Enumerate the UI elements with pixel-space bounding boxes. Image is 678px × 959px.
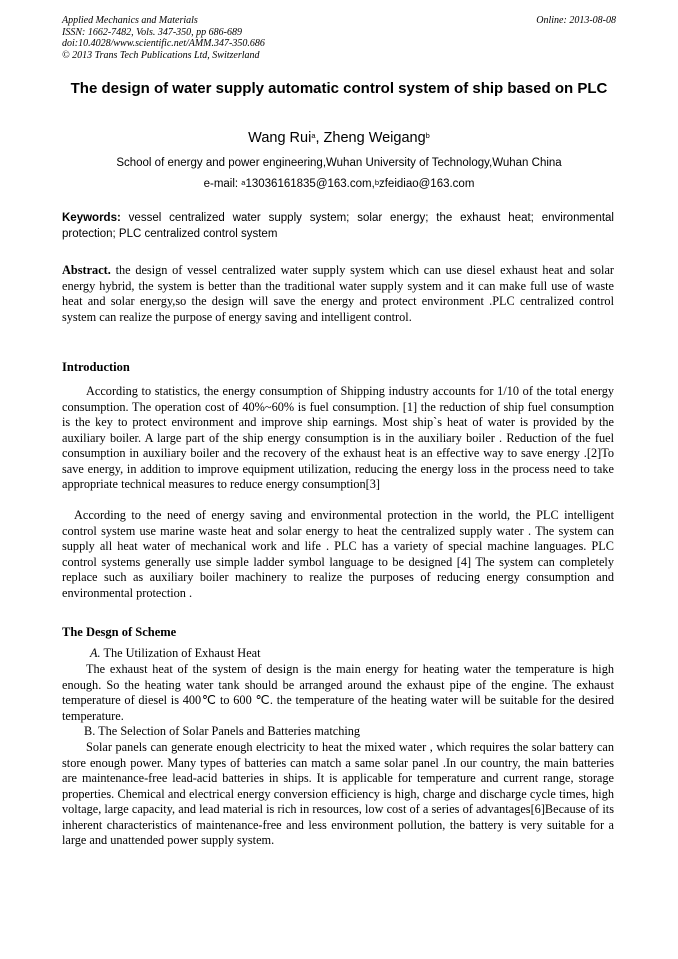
paragraph: The exhaust heat of the system of design is the main energy for heating water the temperature is high enough. So the heating water tank should be arranged around the exhaust pipe of the engine. The exhaust temperature of diesel is 400℃ to 600 ℃. the temperature of the heating water will be suitable for the desired temperature. bbox=[62, 662, 614, 723]
email-prefix: e-mail: bbox=[203, 178, 242, 190]
subsection-title: The Utilization of Exhaust Heat bbox=[100, 646, 261, 660]
author-line bbox=[62, 129, 616, 147]
paper-title: The design of water supply automatic control system of ship based on PLC bbox=[70, 80, 608, 97]
journal-header bbox=[62, 15, 616, 61]
subsection-heading: B. The Selection of Solar Panels and Batteries matching bbox=[84, 724, 361, 738]
author-name: Wang Rui bbox=[248, 130, 312, 146]
subsection-heading bbox=[90, 646, 261, 661]
online-date: Online: 2013-08-08 bbox=[536, 15, 616, 26]
paragraph: Solar panels can generate enough electricity to heat the mixed water , which requires the solar battery can store enough power. Many types of batteries can match a same solar panel .In our country, the main batteries are maintenance-free lead-acid batteries in ships. It is applicable for temperature and current range, storage properties. Chemical and electrical energy conversion efficiency is high, charge and discharge cycle times, high voltage, large capacity, and lead material is rich in resources, low cost of a series of advantages[6]Because of its inherent characteristics of maintenance-free and less environment pollution, the battery is very suitable for a large and unattended power supply system. bbox=[62, 740, 614, 847]
author-name: Zheng Weigang bbox=[323, 130, 426, 146]
abstract-label: Abstract. bbox=[62, 263, 111, 277]
author-separator: , bbox=[315, 130, 324, 146]
journal-issn: ISSN: 1662-7482, Vols. 347-350, pp 686-689 bbox=[62, 26, 242, 38]
abstract bbox=[62, 263, 614, 325]
author-superscript: a bbox=[311, 131, 316, 140]
affiliation: School of energy and power engineering,Wuhan University of Technology,Wuhan China bbox=[116, 157, 562, 169]
author-superscript: b bbox=[425, 131, 430, 140]
subsection-label: A. bbox=[90, 646, 101, 660]
journal-copyright: © 2013 Trans Tech Publications Ltd, Switzerland bbox=[62, 49, 260, 61]
email-superscript: a bbox=[241, 178, 246, 187]
keywords-text: vessel centralized water supply system; solar energy; the exhaust heat; environmental protection; PLC centralized control system bbox=[62, 212, 614, 240]
paragraph: According to statistics, the energy consumption of Shipping industry accounts for 1/10 of the total energy consumption. The operation cost of 40%~60% is fuel consumption. [1] the reduction of ship fuel consumption is the key to protect environment and improve ship earnings. Most ship`s heat of water is provided by the auxiliary boiler. A large part of the ship energy consumption is in the auxiliary boiler . Reduction of the fuel consumption in auxiliary boiler and the recovery of the exhaust heat is an effective way to save energy .[2]To save energy, in addition to improve equipment utilization, reducing the energy loss in the process need to take appropriate technical measures to reduce energy consumption[3] bbox=[62, 384, 614, 491]
email-address[interactable]: zfeidiao@163.com bbox=[378, 178, 475, 190]
email-address[interactable]: 13036161835@163.com, bbox=[245, 178, 375, 190]
journal-doi: doi:10.4028/www.scientific.net/AMM.347-350.686 bbox=[62, 38, 265, 49]
section-heading: The Desgn of Scheme bbox=[62, 625, 177, 639]
keywords bbox=[62, 211, 614, 242]
abstract-text: the design of vessel centralized water supply system which can use diesel exhaust heat and solar energy hybrid, the system is better than the traditional water supply system and it can make full use of waste heat and solar energy,so the design will save the energy and protect environment .PLC centralized control system can realize the purpose of energy saving and intelligent control. bbox=[62, 263, 614, 324]
journal-name: Applied Mechanics and Materials bbox=[62, 15, 198, 26]
paragraph: According to the need of energy saving and environmental protection in the world, the PLC intelligent control system use marine waste heat and solar energy to heat the centralized supply water . The system can supply all heat water of mechanical work and life . PLC has a variety of special machine languages. PLC control systems generally use simple ladder symbol language to be designed [4] The system can completely replace such as auxiliary boiler machinery to realize the purposes of reducing energy consumption and environmental protection . bbox=[62, 508, 614, 600]
email-superscript: b bbox=[374, 178, 379, 187]
email-line bbox=[62, 177, 616, 192]
keywords-label: Keywords: bbox=[62, 212, 121, 224]
section-heading: Introduction bbox=[62, 360, 130, 374]
